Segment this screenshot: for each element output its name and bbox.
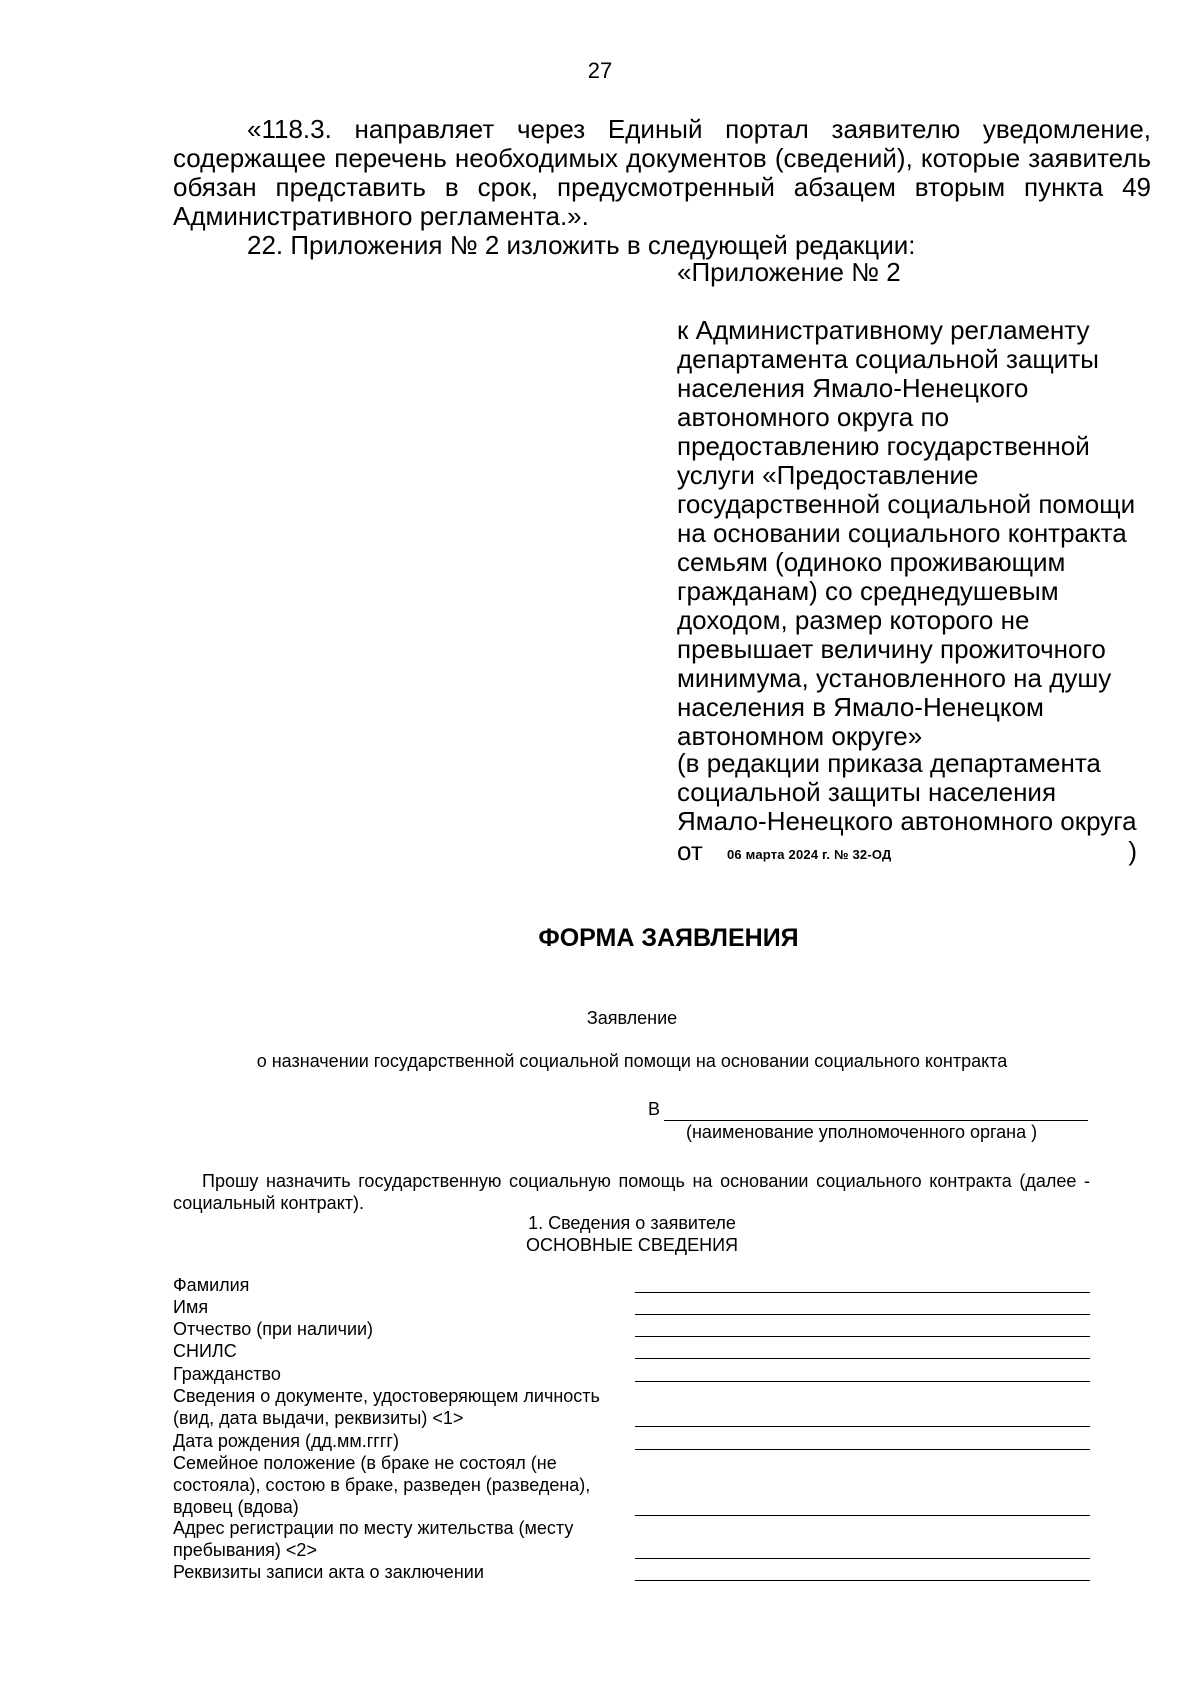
field-input-line[interactable] xyxy=(635,1381,1090,1382)
field-input-line[interactable] xyxy=(635,1449,1090,1450)
application-title: Заявление xyxy=(586,1008,678,1028)
field-marriage-record xyxy=(173,1561,1090,1585)
annex-line: гражданам) со среднедушевым xyxy=(677,576,1059,606)
field-label: Имя xyxy=(173,1297,209,1317)
paragraph-22: 22. Приложения № 2 изложить в следующей редакции: xyxy=(247,230,916,260)
field-snils xyxy=(173,1340,1090,1364)
request-text: Прошу назначить государственную социальную помощь на основании социального контракта (далее - социальный контракт). xyxy=(173,1171,1090,1213)
field-input-line[interactable] xyxy=(635,1358,1090,1359)
field-patronymic xyxy=(173,1318,1090,1342)
annex-line: семьям (одиноко проживающим xyxy=(677,547,1066,577)
section-title: 1. Сведения о заявителе xyxy=(528,1213,736,1233)
authority-hint: (наименование уполномоченного органа ) xyxy=(686,1122,1038,1142)
field-registration-address xyxy=(173,1517,1090,1563)
order-date-line xyxy=(677,836,1137,868)
authority-prefix: В xyxy=(648,1099,661,1119)
field-surname xyxy=(173,1274,1090,1298)
field-input-line[interactable] xyxy=(635,1314,1090,1315)
field-name xyxy=(173,1296,1090,1320)
annex-description xyxy=(677,316,1197,751)
annex-line: услуги «Предоставление xyxy=(677,460,979,490)
annex-line: на основании социального контракта xyxy=(677,518,1127,548)
annex-line: населения в Ямало-Ненецком xyxy=(677,692,1044,722)
field-marital-status xyxy=(173,1452,1090,1520)
field-label: Семейное положение (в браке не состоял (не состояла), состою в браке, разведен (разведена), вдовец (вдова) xyxy=(173,1453,591,1517)
field-input-line[interactable] xyxy=(635,1336,1090,1337)
section-subtitle: ОСНОВНЫЕ СВЕДЕНИЯ xyxy=(525,1235,739,1255)
field-input-line[interactable] xyxy=(635,1426,1090,1427)
form-title: ФОРМА ЗАЯВЛЕНИЯ xyxy=(538,924,799,952)
edition-line: Ямало-Ненецкого автономного округа xyxy=(677,806,1137,836)
field-label: Сведения о документе, удостоверяющем личность (вид, дата выдачи, реквизиты) <1> xyxy=(173,1386,600,1428)
field-citizenship xyxy=(173,1363,1090,1387)
page-number: 27 xyxy=(587,58,613,83)
field-input-line[interactable] xyxy=(635,1580,1090,1581)
annex-line: доходом, размер которого не xyxy=(677,605,1030,635)
field-label: Реквизиты записи акта о заключении xyxy=(173,1562,484,1582)
field-birth-date xyxy=(173,1430,1090,1454)
annex-line: автономного округа по xyxy=(677,402,950,432)
field-label: Адрес регистрации по месту жительства (месту пребывания) <2> xyxy=(173,1518,574,1560)
annex-line: предоставлению государственной xyxy=(677,431,1090,461)
annex-line: департамента социальной защиты xyxy=(677,344,1099,374)
edition-line: (в редакции приказа департамента xyxy=(677,748,1101,778)
annex-line: автономном округе» xyxy=(677,721,923,751)
annex-line: населения Ямало-Ненецкого xyxy=(677,373,1029,403)
field-label: Отчество (при наличии) xyxy=(173,1319,374,1339)
field-input-line[interactable] xyxy=(635,1292,1090,1293)
date-prefix: от xyxy=(677,836,703,866)
edition-line: социальной защиты населения xyxy=(677,777,1057,807)
field-identity-document xyxy=(173,1385,1090,1431)
order-date-stamp: 06 марта 2024 г. № 32-ОД xyxy=(727,847,892,862)
paragraph-118-3: «118.3. направляет через Единый портал заявителю уведомление, содержащее перечень необходимых документов (сведений), которые заявитель обязан представить в срок, предусмотренный абзацем вторым пункта 49 Административного регламента.». xyxy=(173,114,1151,231)
annex-title: «Приложение № 2 xyxy=(677,257,901,287)
field-input-line[interactable] xyxy=(635,1515,1090,1516)
annex-edition-note xyxy=(677,749,1197,836)
field-label: Фамилия xyxy=(173,1275,250,1295)
field-label: СНИЛС xyxy=(173,1341,237,1361)
annex-line: государственной социальной помощи xyxy=(677,489,1136,519)
closing-paren: ) xyxy=(1128,836,1137,866)
application-subtitle: о назначении государственной социальной помощи на основании социального контракта xyxy=(256,1051,1008,1071)
annex-line: превышает величину прожиточного xyxy=(677,634,1106,664)
authority-input-line[interactable] xyxy=(664,1120,1088,1121)
field-label: Дата рождения (дд.мм.гггг) xyxy=(173,1431,399,1451)
annex-line: минимума, установленного на душу xyxy=(677,663,1112,693)
field-input-line[interactable] xyxy=(635,1558,1090,1559)
field-label: Гражданство xyxy=(173,1364,281,1384)
annex-line: к Административному регламенту xyxy=(677,315,1090,345)
